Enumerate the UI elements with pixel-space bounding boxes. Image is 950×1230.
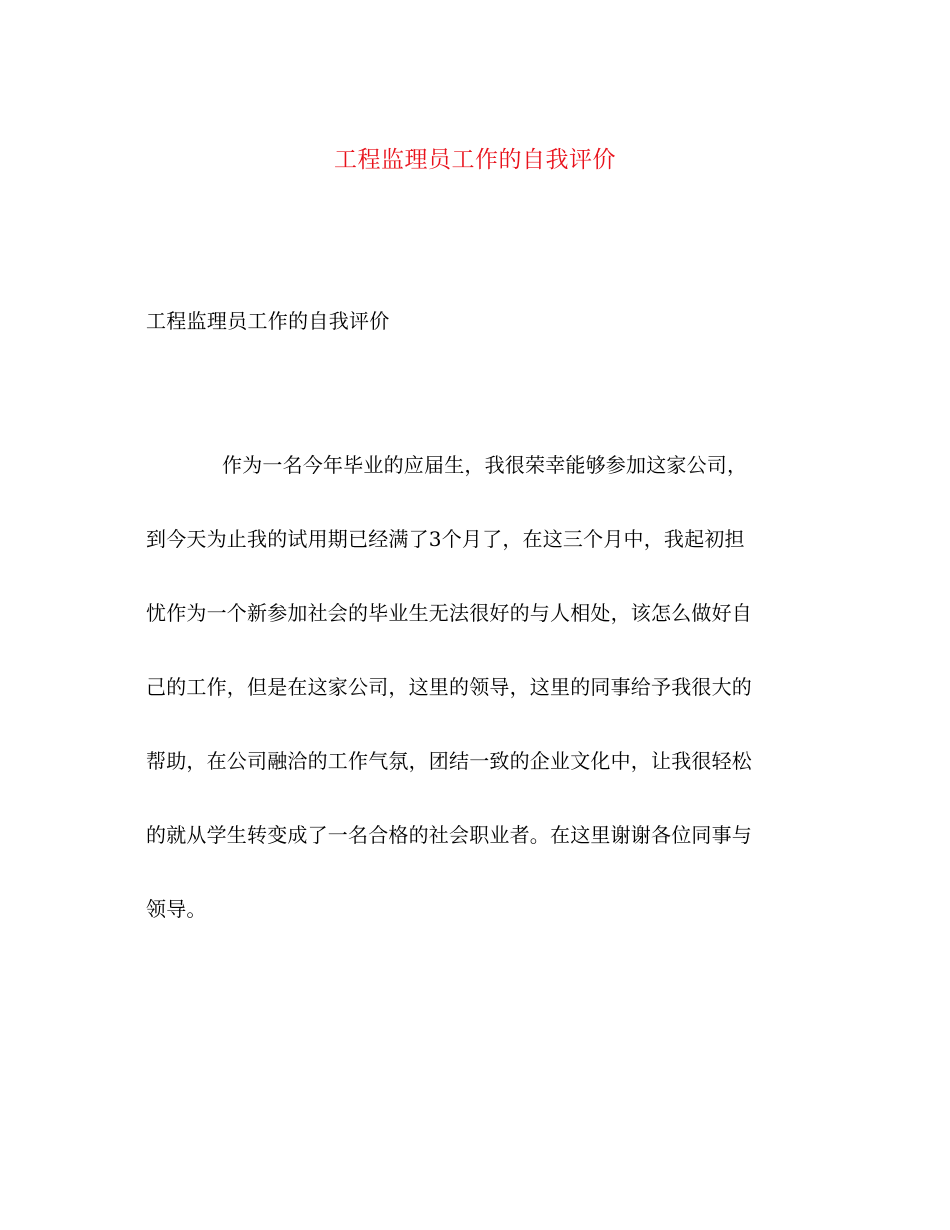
body-line: 的就从学生转变成了一名合格的社会职业者。在这里谢谢各位同事与 [146, 823, 752, 847]
body-line: 作为一名今年毕业的应届生，我很荣幸能够参加这家公司， [222, 453, 748, 477]
body-line: 帮助，在公司融洽的工作气氛，团结一致的企业文化中，让我很轻松 [146, 749, 752, 773]
document-title: 工程监理员工作的自我评价 [334, 147, 616, 173]
body-line: 到今天为止我的试用期已经满了3个月了，在这三个月中，我起初担 [146, 527, 745, 551]
document-body [146, 446, 806, 964]
body-line: 己的工作，但是在这家公司，这里的领导，这里的同事给予我很大的 [146, 675, 752, 699]
body-line: 忧作为一个新参加社会的毕业生无法很好的与人相处，该怎么做好自 [146, 601, 752, 625]
document-subtitle: 工程监理员工作的自我评价 [146, 309, 390, 333]
body-line: 领导。 [146, 897, 207, 921]
